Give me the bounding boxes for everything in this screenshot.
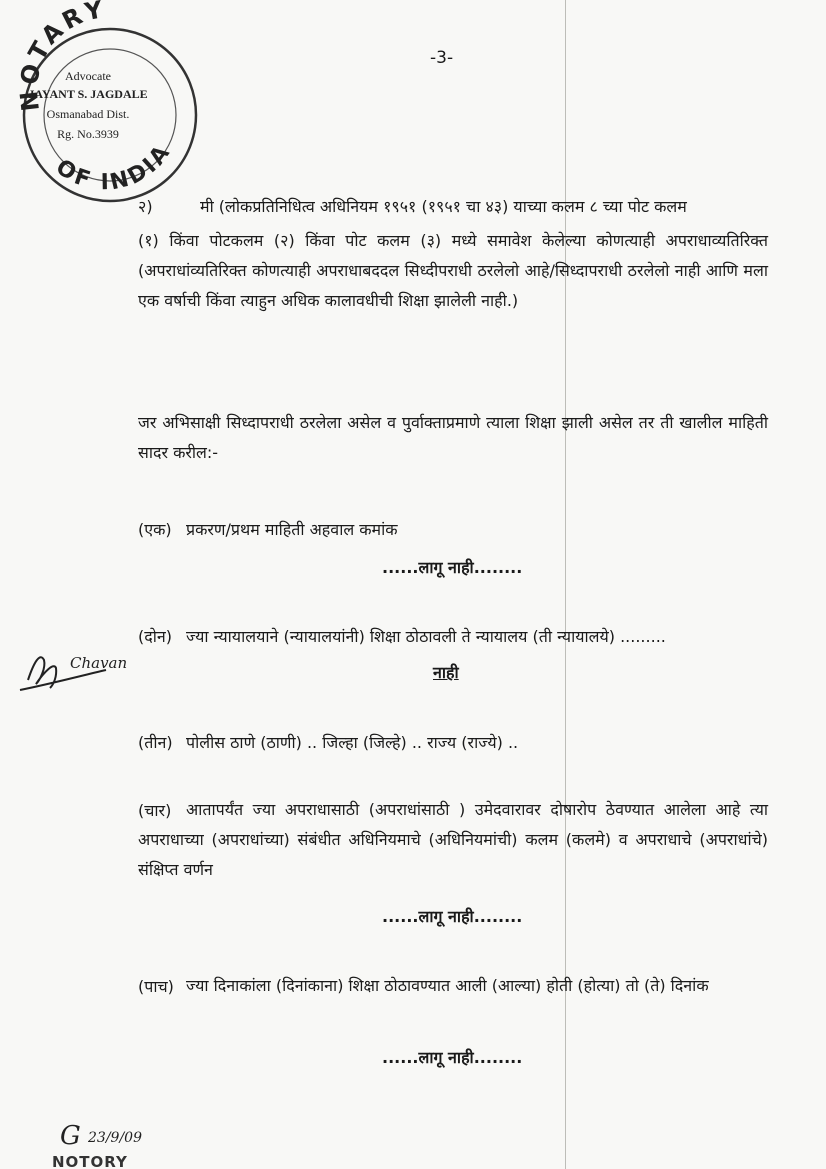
item-don-answer: नाही: [433, 663, 459, 682]
notary-stamp: [0, 0, 200, 215]
clause-2-body: (१) किंवा पोटकलम (२) किंवा पोट कलम (३) मध्ये समावेश केलेल्या कोणत्याही अपराधाव्यतिरिक्त (अपराधांव्यतिरिक्त कोणत्याही अपराधाबददल सिध्दीपराधी ठरलेलो आहे/सिध्दापराधी ठरलेलो नाही आणि मला एक वर्षाची किंवा त्याहुन अधिक कालावधीची शिक्षा झालेली नाही.): [138, 231, 768, 310]
item-char-label: (चार): [138, 801, 172, 820]
notary-initials-mark: G: [60, 1121, 81, 1151]
stamp-ring-bottom: OF INDIA: [51, 139, 177, 196]
notary-initials: [50, 1112, 200, 1169]
clause-2-first-line: मी (लोकप्रतिनिधित्व अधिनियम १९५१ (१९५१ चा ४३) याच्या कलम ८ च्या पोट कलम: [200, 197, 687, 216]
stamp-ring-top: NOTARY: [14, 0, 109, 113]
item-teen-text: पोलीस ठाणे (ठाणी) .. जिल्हा (जिल्हे) .. राज्य (राज्ये) ..: [186, 733, 519, 752]
stamp-place: Osmanabad Dist.: [46, 107, 130, 121]
stamp-reg: Rg. No.3939: [57, 127, 119, 141]
item-ek-label: (एक): [138, 520, 172, 539]
clause-2-number: २): [138, 197, 153, 216]
item-pach-label: (पाच): [138, 977, 174, 996]
item-teen-label: (तीन): [138, 733, 173, 752]
item-pach-answer: ......लागू नाही........: [382, 1048, 523, 1067]
item-ek-answer: ......लागू नाही........: [382, 558, 523, 577]
item-ek-text: प्रकरण/प्रथम माहिती अहवाल कमांक: [186, 520, 398, 539]
stamp-name: JAYANT S. JAGDALE: [28, 87, 148, 101]
stamp-title: Advocate: [65, 69, 111, 83]
notary-date: 23/9/09: [88, 1130, 142, 1146]
left-signature: [10, 632, 160, 702]
notary-footer-label: NOTORY: [52, 1153, 128, 1169]
left-signature-text: Chavan: [70, 654, 128, 672]
item-char-text: आतापर्यंत ज्या अपराधासाठी (अपराधांसाठी ) उमेदवारावर दोषारोप ठेवण्यात आलेला आहे त्या अपराधाच्या (अपराधांच्या) संबंधीत अधिनियमाचे (अधिनियमांची) कलम (कलमे) व अपराधाचे (अपराधांचे) संक्षिप्त वर्णन: [138, 800, 768, 879]
page-number: -3-: [430, 48, 454, 68]
item-don-text: ज्या न्यायालयाने (न्यायालयांनी) शिक्षा ठोठावली ते न्यायालय (ती न्यायालये) .........: [186, 627, 666, 646]
item-char-answer: ......लागू नाही........: [382, 907, 523, 926]
intro-paragraph: जर अभिसाक्षी सिध्दापराधी ठरलेला असेल व पुर्वाक्ताप्रमाणे त्याला शिक्षा झाली असेल तर ती खालील माहिती सादर करील:-: [138, 413, 768, 462]
item-don-label: (दोन): [138, 627, 173, 646]
item-pach-text: ज्या दिनाकांला (दिनांकाना) शिक्षा ठोठावण्यात आली (आल्या) होती (होत्या) तो (ते) दिनांक: [186, 976, 709, 995]
